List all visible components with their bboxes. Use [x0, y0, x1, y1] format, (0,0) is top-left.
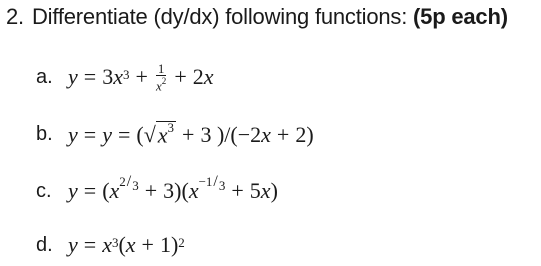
question-points: (5p each) [413, 4, 508, 29]
question-number: 2. [6, 4, 24, 29]
fractional-exponent: −1 / 3 [198, 173, 226, 193]
item-b [36, 121, 314, 148]
item-label: d. [36, 233, 53, 256]
item-d [36, 232, 185, 258]
square-root: √ $x^3$ [143, 120, 175, 148]
item-label: b. [36, 123, 53, 146]
question-heading [6, 4, 508, 30]
item-a [36, 62, 214, 92]
item-label: a. [36, 65, 53, 88]
fraction: $\frac{1}{x^2}$ [155, 61, 167, 94]
equation: y = 3 x $^3$ + $\frac{1}{x^2}$ + 2 x [68, 61, 214, 94]
item-c [36, 173, 278, 204]
question-prompt: Differentiate (dy/dx) following functions: [31, 4, 408, 29]
equation: y = x $^3$ ( x + 1) $^2$ [68, 232, 185, 257]
equation: y = ( x 2 / 3 + 3)( x −1 / 3 + 5 x ) [68, 173, 278, 203]
fractional-exponent: 2 / 3 [119, 173, 139, 193]
equation: y = y = ( √ $x^3$ + 3 )/(−2 x + 2) [68, 120, 314, 148]
item-label: c. [36, 179, 52, 202]
